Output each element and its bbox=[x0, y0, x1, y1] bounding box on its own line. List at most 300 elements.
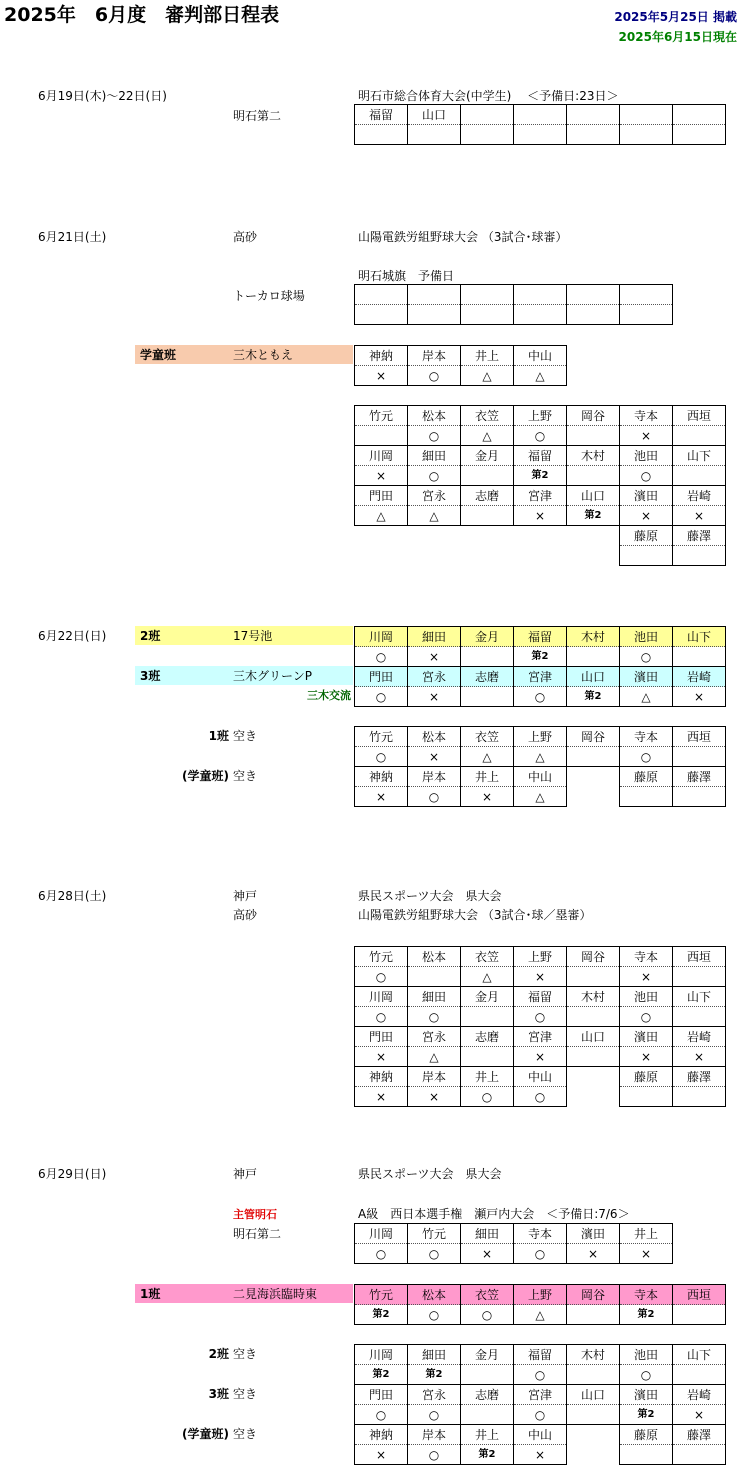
umpire-name-cell: 藤原 bbox=[620, 526, 673, 546]
umpire-name-cell: 藤原 bbox=[620, 1425, 673, 1445]
umpire-mark-cell: ○ bbox=[620, 747, 673, 767]
date-0622: 6月22日(日) bbox=[38, 629, 107, 643]
umpire-name-cell: 川岡 bbox=[355, 1345, 408, 1365]
umpire-name-cell: 藤原 bbox=[620, 1067, 673, 1087]
umpire-mark-cell: △ bbox=[408, 506, 461, 526]
umpire-name-cell: 木村 bbox=[567, 987, 620, 1007]
umpire-mark-cell: ○ bbox=[620, 1365, 673, 1385]
as-of-date: 2025年6月15日現在 bbox=[618, 30, 737, 44]
umpire-name-cell: 西垣 bbox=[673, 1285, 726, 1305]
umpire-mark-cell bbox=[355, 426, 408, 446]
umpire-name-cell: 細田 bbox=[408, 446, 461, 466]
umpire-mark-cell: ○ bbox=[620, 1007, 673, 1027]
umpire-name-cell bbox=[408, 285, 461, 305]
umpire-mark-cell bbox=[514, 546, 567, 566]
umpire-name-cell: 川岡 bbox=[355, 987, 408, 1007]
umpire-name-cell: 宮永 bbox=[408, 1385, 461, 1405]
umpire-name-cell: 寺本 bbox=[620, 406, 673, 426]
umpire-mark-cell: △ bbox=[408, 1047, 461, 1067]
umpire-name-cell: 衣笠 bbox=[461, 406, 514, 426]
umpire-name-cell: 神納 bbox=[355, 1067, 408, 1087]
umpire-mark-cell bbox=[673, 1007, 726, 1027]
umpire-mark-cell: 第2 bbox=[514, 466, 567, 486]
umpire-name-cell: 金月 bbox=[461, 987, 514, 1007]
umpire-name-cell: 濱田 bbox=[620, 486, 673, 506]
umpire-name-cell: 宮津 bbox=[514, 1027, 567, 1047]
umpire-mark-cell: ○ bbox=[408, 1244, 461, 1264]
umpire-name-cell: 衣笠 bbox=[461, 727, 514, 747]
umpire-mark-cell bbox=[567, 967, 620, 987]
umpire-mark-cell: △ bbox=[514, 1305, 567, 1325]
umpire-name-cell: 木村 bbox=[567, 446, 620, 466]
umpire-mark-cell: × bbox=[673, 1405, 726, 1425]
umpire-name-cell bbox=[567, 767, 620, 787]
umpire-name-cell: 山口 bbox=[567, 667, 620, 687]
umpire-mark-cell: ○ bbox=[408, 1007, 461, 1027]
umpire-name-cell: 濱田 bbox=[620, 667, 673, 687]
umpire-name-cell: 岡谷 bbox=[567, 727, 620, 747]
umpire-mark-cell: ○ bbox=[408, 1445, 461, 1465]
umpire-mark-cell bbox=[461, 687, 514, 707]
umpire-mark-cell bbox=[408, 967, 461, 987]
umpire-mark-cell: △ bbox=[461, 366, 514, 386]
umpire-name-cell: 福留 bbox=[514, 446, 567, 466]
umpire-name-cell bbox=[620, 105, 673, 125]
umpire-mark-cell: ○ bbox=[461, 1305, 514, 1325]
umpire-name-cell bbox=[408, 526, 461, 546]
umpire-mark-cell bbox=[620, 1445, 673, 1465]
grid-s3-team3 bbox=[354, 666, 726, 707]
team-3: 3班 bbox=[140, 669, 161, 683]
umpire-mark-cell: × bbox=[408, 647, 461, 667]
umpire-mark-cell: × bbox=[673, 1047, 726, 1067]
published-date: 2025年5月25日 掲載 bbox=[614, 10, 737, 24]
umpire-name-cell: 西垣 bbox=[673, 947, 726, 967]
umpire-mark-cell: ○ bbox=[355, 647, 408, 667]
umpire-mark-cell bbox=[461, 1405, 514, 1425]
umpire-mark-cell: × bbox=[408, 747, 461, 767]
umpire-name-cell: 中山 bbox=[514, 1067, 567, 1087]
umpire-name-cell bbox=[461, 526, 514, 546]
umpire-name-cell: 宮津 bbox=[514, 486, 567, 506]
team-gakudou-paren: (学童班) bbox=[182, 769, 229, 783]
umpire-mark-cell bbox=[620, 787, 673, 807]
page-title: 2025年 6月度 審判部日程表 bbox=[4, 4, 280, 26]
umpire-name-cell: 中山 bbox=[514, 346, 567, 366]
umpire-name-cell: 上野 bbox=[514, 947, 567, 967]
umpire-mark-cell bbox=[567, 466, 620, 486]
empty-team1: 空き bbox=[233, 729, 258, 743]
umpire-name-cell: 岩崎 bbox=[673, 1385, 726, 1405]
umpire-name-cell: 衣笠 bbox=[461, 947, 514, 967]
umpire-name-cell: 井上 bbox=[461, 1067, 514, 1087]
umpire-name-cell: 門田 bbox=[355, 486, 408, 506]
umpire-mark-cell bbox=[567, 125, 620, 145]
umpire-name-cell: 岸本 bbox=[408, 767, 461, 787]
umpire-name-cell: 寺本 bbox=[620, 1285, 673, 1305]
umpire-name-cell: 井上 bbox=[461, 767, 514, 787]
venue-akashi-daini-2: 明石第二 bbox=[233, 1227, 282, 1241]
umpire-name-cell: 志磨 bbox=[461, 667, 514, 687]
umpire-name-cell: 福留 bbox=[514, 1345, 567, 1365]
umpire-mark-cell: × bbox=[620, 506, 673, 526]
umpire-name-cell: 池田 bbox=[620, 627, 673, 647]
umpire-name-cell: 宮永 bbox=[408, 486, 461, 506]
umpire-mark-cell: × bbox=[620, 1244, 673, 1264]
umpire-mark-cell: × bbox=[673, 506, 726, 526]
grid-s5-team1 bbox=[354, 1284, 726, 1325]
umpire-name-cell: 志磨 bbox=[461, 1385, 514, 1405]
umpire-name-cell: 中山 bbox=[514, 1425, 567, 1445]
umpire-mark-cell bbox=[461, 305, 514, 325]
venue-miki-tomoe: 三木ともえ bbox=[233, 348, 294, 362]
grid-s2a bbox=[354, 284, 673, 325]
umpire-mark-cell bbox=[673, 466, 726, 486]
umpire-name-cell: 岡谷 bbox=[567, 406, 620, 426]
umpire-name-cell: 竹元 bbox=[355, 1285, 408, 1305]
umpire-name-cell bbox=[355, 526, 408, 546]
umpire-mark-cell: ○ bbox=[355, 967, 408, 987]
umpire-name-cell bbox=[461, 285, 514, 305]
umpire-mark-cell: × bbox=[355, 1087, 408, 1107]
umpire-name-cell: 福留 bbox=[514, 987, 567, 1007]
event-akashi-castle-reserve: 明石城旗 予備日 bbox=[358, 269, 455, 283]
umpire-name-cell bbox=[567, 1067, 620, 1087]
umpire-name-cell: 川岡 bbox=[355, 446, 408, 466]
umpire-name-cell: 門田 bbox=[355, 667, 408, 687]
venue-takasago-2: 高砂 bbox=[233, 908, 258, 922]
umpire-mark-cell bbox=[620, 305, 673, 325]
umpire-mark-cell: × bbox=[355, 466, 408, 486]
umpire-name-cell: 岡谷 bbox=[567, 1285, 620, 1305]
umpire-name-cell bbox=[567, 1425, 620, 1445]
umpire-name-cell: 松本 bbox=[408, 947, 461, 967]
team-3-0629: 3班 bbox=[208, 1387, 229, 1401]
umpire-mark-cell bbox=[461, 1047, 514, 1067]
umpire-mark-cell: ○ bbox=[514, 426, 567, 446]
umpire-mark-cell: 第2 bbox=[514, 647, 567, 667]
umpire-mark-cell bbox=[355, 305, 408, 325]
umpire-mark-cell bbox=[567, 1405, 620, 1425]
umpire-mark-cell bbox=[355, 546, 408, 566]
umpire-mark-cell bbox=[461, 125, 514, 145]
grid-s5-team2 bbox=[354, 1344, 726, 1385]
umpire-mark-cell bbox=[673, 1365, 726, 1385]
umpire-mark-cell: ○ bbox=[408, 1405, 461, 1425]
umpire-name-cell: 山口 bbox=[408, 105, 461, 125]
umpire-mark-cell: 第2 bbox=[461, 1445, 514, 1465]
umpire-name-cell: 山口 bbox=[567, 486, 620, 506]
umpire-mark-cell bbox=[620, 1087, 673, 1107]
umpire-mark-cell bbox=[673, 787, 726, 807]
grid-s2b bbox=[354, 345, 567, 386]
umpire-name-cell: 志磨 bbox=[461, 1027, 514, 1047]
umpire-name-cell: 岩崎 bbox=[673, 1027, 726, 1047]
event-sanyo-union: 山陽電鉄労組野球大会 （3試合･球審） bbox=[358, 230, 568, 244]
umpire-mark-cell bbox=[355, 125, 408, 145]
umpire-mark-cell: × bbox=[408, 1087, 461, 1107]
team-gakudou: 学童班 bbox=[140, 348, 177, 362]
umpire-name-cell: 岸本 bbox=[408, 1425, 461, 1445]
umpire-name-cell: 松本 bbox=[408, 727, 461, 747]
umpire-name-cell: 藤澤 bbox=[673, 526, 726, 546]
umpire-mark-cell: △ bbox=[514, 366, 567, 386]
umpire-name-cell: 木村 bbox=[567, 1345, 620, 1365]
umpire-name-cell: 井上 bbox=[461, 1425, 514, 1445]
host-akashi: 主管明石 bbox=[233, 1208, 277, 1221]
event-prefectural: 県民スポーツ大会 県大会 bbox=[358, 889, 502, 903]
umpire-mark-cell: △ bbox=[461, 747, 514, 767]
umpire-mark-cell: 第2 bbox=[620, 1305, 673, 1325]
umpire-mark-cell bbox=[673, 747, 726, 767]
umpire-mark-cell: ○ bbox=[355, 1244, 408, 1264]
grid-s4 bbox=[354, 946, 726, 1107]
grid-s5-team3 bbox=[354, 1384, 726, 1425]
umpire-name-cell: 松本 bbox=[408, 406, 461, 426]
grid-s5a bbox=[354, 1223, 673, 1264]
umpire-name-cell: 宮津 bbox=[514, 1385, 567, 1405]
umpire-name-cell: 岸本 bbox=[408, 346, 461, 366]
umpire-mark-cell: ○ bbox=[355, 1405, 408, 1425]
umpire-mark-cell: × bbox=[620, 1047, 673, 1067]
date-0629: 6月29日(日) bbox=[38, 1167, 107, 1181]
umpire-name-cell: 神納 bbox=[355, 346, 408, 366]
event-sanyo-union-2: 山陽電鉄労組野球大会 （3試合･球／塁審） bbox=[358, 908, 592, 922]
umpire-name-cell: 細田 bbox=[408, 1345, 461, 1365]
umpire-name-cell: 福留 bbox=[355, 105, 408, 125]
umpire-name-cell: 神納 bbox=[355, 1425, 408, 1445]
umpire-name-cell bbox=[514, 285, 567, 305]
umpire-mark-cell: × bbox=[408, 687, 461, 707]
umpire-name-cell: 衣笠 bbox=[461, 1285, 514, 1305]
umpire-name-cell: 岩崎 bbox=[673, 486, 726, 506]
team-gakudou-0629: (学童班) bbox=[182, 1427, 229, 1441]
umpire-name-cell: 岸本 bbox=[408, 1067, 461, 1087]
umpire-mark-cell bbox=[567, 546, 620, 566]
umpire-mark-cell: × bbox=[514, 506, 567, 526]
umpire-mark-cell bbox=[673, 967, 726, 987]
grid-s1 bbox=[354, 104, 726, 145]
umpire-mark-cell: × bbox=[355, 1047, 408, 1067]
umpire-name-cell: 竹元 bbox=[355, 727, 408, 747]
umpire-name-cell: 松本 bbox=[408, 1285, 461, 1305]
umpire-mark-cell bbox=[673, 647, 726, 667]
umpire-mark-cell bbox=[408, 305, 461, 325]
umpire-name-cell: 藤澤 bbox=[673, 1067, 726, 1087]
umpire-mark-cell bbox=[461, 1007, 514, 1027]
umpire-mark-cell: 第2 bbox=[355, 1305, 408, 1325]
umpire-name-cell bbox=[461, 105, 514, 125]
umpire-mark-cell bbox=[673, 1305, 726, 1325]
umpire-name-cell: 寺本 bbox=[620, 947, 673, 967]
umpire-name-cell: 西垣 bbox=[673, 406, 726, 426]
umpire-mark-cell: ○ bbox=[408, 1305, 461, 1325]
umpire-name-cell: 宮永 bbox=[408, 1027, 461, 1047]
umpire-name-cell: 寺本 bbox=[620, 727, 673, 747]
umpire-mark-cell: ○ bbox=[408, 366, 461, 386]
umpire-name-cell: 西垣 bbox=[673, 727, 726, 747]
umpire-name-cell: 金月 bbox=[461, 1345, 514, 1365]
event-west-japan: A級 西日本選手権 瀬戸内大会 ＜予備日:7/6＞ bbox=[358, 1207, 630, 1221]
umpire-name-cell bbox=[567, 285, 620, 305]
umpire-name-cell: 神納 bbox=[355, 767, 408, 787]
umpire-name-cell: 池田 bbox=[620, 446, 673, 466]
umpire-mark-cell: × bbox=[567, 1244, 620, 1264]
umpire-name-cell: 木村 bbox=[567, 627, 620, 647]
umpire-name-cell: 山下 bbox=[673, 446, 726, 466]
umpire-name-cell: 山口 bbox=[567, 1385, 620, 1405]
umpire-mark-cell: △ bbox=[620, 687, 673, 707]
note-miki-exchange: 三木交流 bbox=[307, 689, 351, 702]
umpire-name-cell: 福留 bbox=[514, 627, 567, 647]
umpire-name-cell: 岡谷 bbox=[567, 947, 620, 967]
grid-s5-gakudou bbox=[354, 1424, 726, 1465]
umpire-mark-cell bbox=[461, 466, 514, 486]
umpire-mark-cell: × bbox=[514, 967, 567, 987]
umpire-mark-cell: ○ bbox=[620, 647, 673, 667]
umpire-mark-cell bbox=[461, 506, 514, 526]
umpire-mark-cell bbox=[673, 1087, 726, 1107]
umpire-mark-cell bbox=[620, 125, 673, 145]
empty-gakudou: 空き bbox=[233, 769, 258, 783]
umpire-mark-cell bbox=[567, 1305, 620, 1325]
umpire-mark-cell: ○ bbox=[408, 787, 461, 807]
umpire-name-cell: 宮津 bbox=[514, 667, 567, 687]
umpire-name-cell: 金月 bbox=[461, 446, 514, 466]
umpire-mark-cell bbox=[673, 125, 726, 145]
team-2: 2班 bbox=[140, 629, 161, 643]
umpire-name-cell: 竹元 bbox=[355, 947, 408, 967]
umpire-mark-cell: ○ bbox=[355, 747, 408, 767]
umpire-mark-cell: × bbox=[355, 366, 408, 386]
umpire-mark-cell: ○ bbox=[514, 1007, 567, 1027]
venue-tocalo: トーカロ球場 bbox=[233, 289, 305, 303]
umpire-mark-cell: × bbox=[673, 687, 726, 707]
umpire-mark-cell bbox=[408, 125, 461, 145]
umpire-mark-cell: 第2 bbox=[567, 687, 620, 707]
umpire-mark-cell: ○ bbox=[514, 1365, 567, 1385]
umpire-name-cell: 藤澤 bbox=[673, 1425, 726, 1445]
umpire-mark-cell: △ bbox=[355, 506, 408, 526]
venue-futami: 二見海浜臨時東 bbox=[233, 1287, 318, 1301]
umpire-name-cell: 志磨 bbox=[461, 486, 514, 506]
umpire-mark-cell: × bbox=[355, 1445, 408, 1465]
umpire-name-cell: 川岡 bbox=[355, 627, 408, 647]
umpire-name-cell: 井上 bbox=[620, 1224, 673, 1244]
umpire-mark-cell: 第2 bbox=[408, 1365, 461, 1385]
umpire-mark-cell bbox=[567, 747, 620, 767]
umpire-mark-cell: △ bbox=[514, 747, 567, 767]
umpire-mark-cell bbox=[567, 1445, 620, 1465]
umpire-name-cell: 池田 bbox=[620, 987, 673, 1007]
venue-kobe: 神戸 bbox=[233, 889, 258, 903]
umpire-name-cell bbox=[514, 105, 567, 125]
umpire-mark-cell: △ bbox=[514, 787, 567, 807]
umpire-mark-cell: ○ bbox=[355, 687, 408, 707]
umpire-mark-cell bbox=[461, 1365, 514, 1385]
umpire-mark-cell: × bbox=[620, 426, 673, 446]
umpire-mark-cell: ○ bbox=[408, 466, 461, 486]
grid-s3-gakudou bbox=[354, 766, 726, 807]
umpire-mark-cell bbox=[408, 546, 461, 566]
umpire-name-cell: 竹元 bbox=[355, 406, 408, 426]
date-0619: 6月19日(木)～22日(日) bbox=[38, 89, 167, 103]
umpire-mark-cell: × bbox=[461, 1244, 514, 1264]
umpire-name-cell: 濱田 bbox=[620, 1027, 673, 1047]
umpire-mark-cell: ○ bbox=[355, 1007, 408, 1027]
umpire-mark-cell: ○ bbox=[514, 1087, 567, 1107]
empty-gakudou-0629: 空き bbox=[233, 1427, 258, 1441]
umpire-name-cell: 上野 bbox=[514, 727, 567, 747]
umpire-mark-cell: ○ bbox=[514, 687, 567, 707]
team-1: 1班 bbox=[208, 729, 229, 743]
umpire-mark-cell bbox=[673, 1445, 726, 1465]
grid-s3-team1 bbox=[354, 726, 726, 767]
grid-s3-team2 bbox=[354, 626, 726, 667]
umpire-mark-cell bbox=[514, 305, 567, 325]
umpire-name-cell: 金月 bbox=[461, 627, 514, 647]
umpire-name-cell bbox=[514, 526, 567, 546]
grid-s2c bbox=[354, 405, 726, 566]
empty-team3-0629: 空き bbox=[233, 1387, 258, 1401]
umpire-name-cell: 寺本 bbox=[514, 1224, 567, 1244]
umpire-name-cell bbox=[567, 526, 620, 546]
empty-team2-0629: 空き bbox=[233, 1347, 258, 1361]
venue-kobe-2: 神戸 bbox=[233, 1167, 258, 1181]
umpire-name-cell: 藤澤 bbox=[673, 767, 726, 787]
umpire-mark-cell: ○ bbox=[408, 426, 461, 446]
umpire-mark-cell: ○ bbox=[514, 1244, 567, 1264]
umpire-name-cell bbox=[355, 285, 408, 305]
umpire-mark-cell bbox=[673, 426, 726, 446]
umpire-name-cell bbox=[567, 105, 620, 125]
umpire-name-cell bbox=[620, 285, 673, 305]
umpire-name-cell: 池田 bbox=[620, 1345, 673, 1365]
umpire-name-cell: 竹元 bbox=[408, 1224, 461, 1244]
umpire-name-cell: 細田 bbox=[408, 987, 461, 1007]
umpire-mark-cell: × bbox=[620, 967, 673, 987]
event-prefectural-2: 県民スポーツ大会 県大会 bbox=[358, 1167, 502, 1181]
umpire-mark-cell bbox=[461, 647, 514, 667]
umpire-mark-cell bbox=[461, 546, 514, 566]
umpire-mark-cell bbox=[567, 1087, 620, 1107]
umpire-name-cell: 山口 bbox=[567, 1027, 620, 1047]
umpire-mark-cell bbox=[567, 1007, 620, 1027]
venue-miki-green: 三木グリーンP bbox=[233, 669, 312, 683]
umpire-name-cell: 井上 bbox=[461, 346, 514, 366]
umpire-mark-cell bbox=[567, 787, 620, 807]
umpire-name-cell: 宮永 bbox=[408, 667, 461, 687]
venue-akashi-daini: 明石第二 bbox=[233, 109, 282, 123]
umpire-mark-cell: × bbox=[461, 787, 514, 807]
umpire-name-cell: 細田 bbox=[408, 627, 461, 647]
umpire-name-cell: 藤原 bbox=[620, 767, 673, 787]
umpire-name-cell: 濱田 bbox=[567, 1224, 620, 1244]
umpire-mark-cell: 第2 bbox=[567, 506, 620, 526]
umpire-mark-cell: × bbox=[355, 787, 408, 807]
umpire-mark-cell bbox=[673, 546, 726, 566]
umpire-mark-cell: ○ bbox=[514, 1405, 567, 1425]
date-0621: 6月21日(土) bbox=[38, 230, 107, 244]
umpire-mark-cell: 第2 bbox=[355, 1365, 408, 1385]
umpire-name-cell: 山下 bbox=[673, 627, 726, 647]
umpire-name-cell bbox=[673, 105, 726, 125]
date-0628: 6月28日(土) bbox=[38, 889, 107, 903]
umpire-name-cell: 上野 bbox=[514, 1285, 567, 1305]
umpire-name-cell: 門田 bbox=[355, 1027, 408, 1047]
umpire-mark-cell: △ bbox=[461, 426, 514, 446]
umpire-mark-cell bbox=[567, 647, 620, 667]
